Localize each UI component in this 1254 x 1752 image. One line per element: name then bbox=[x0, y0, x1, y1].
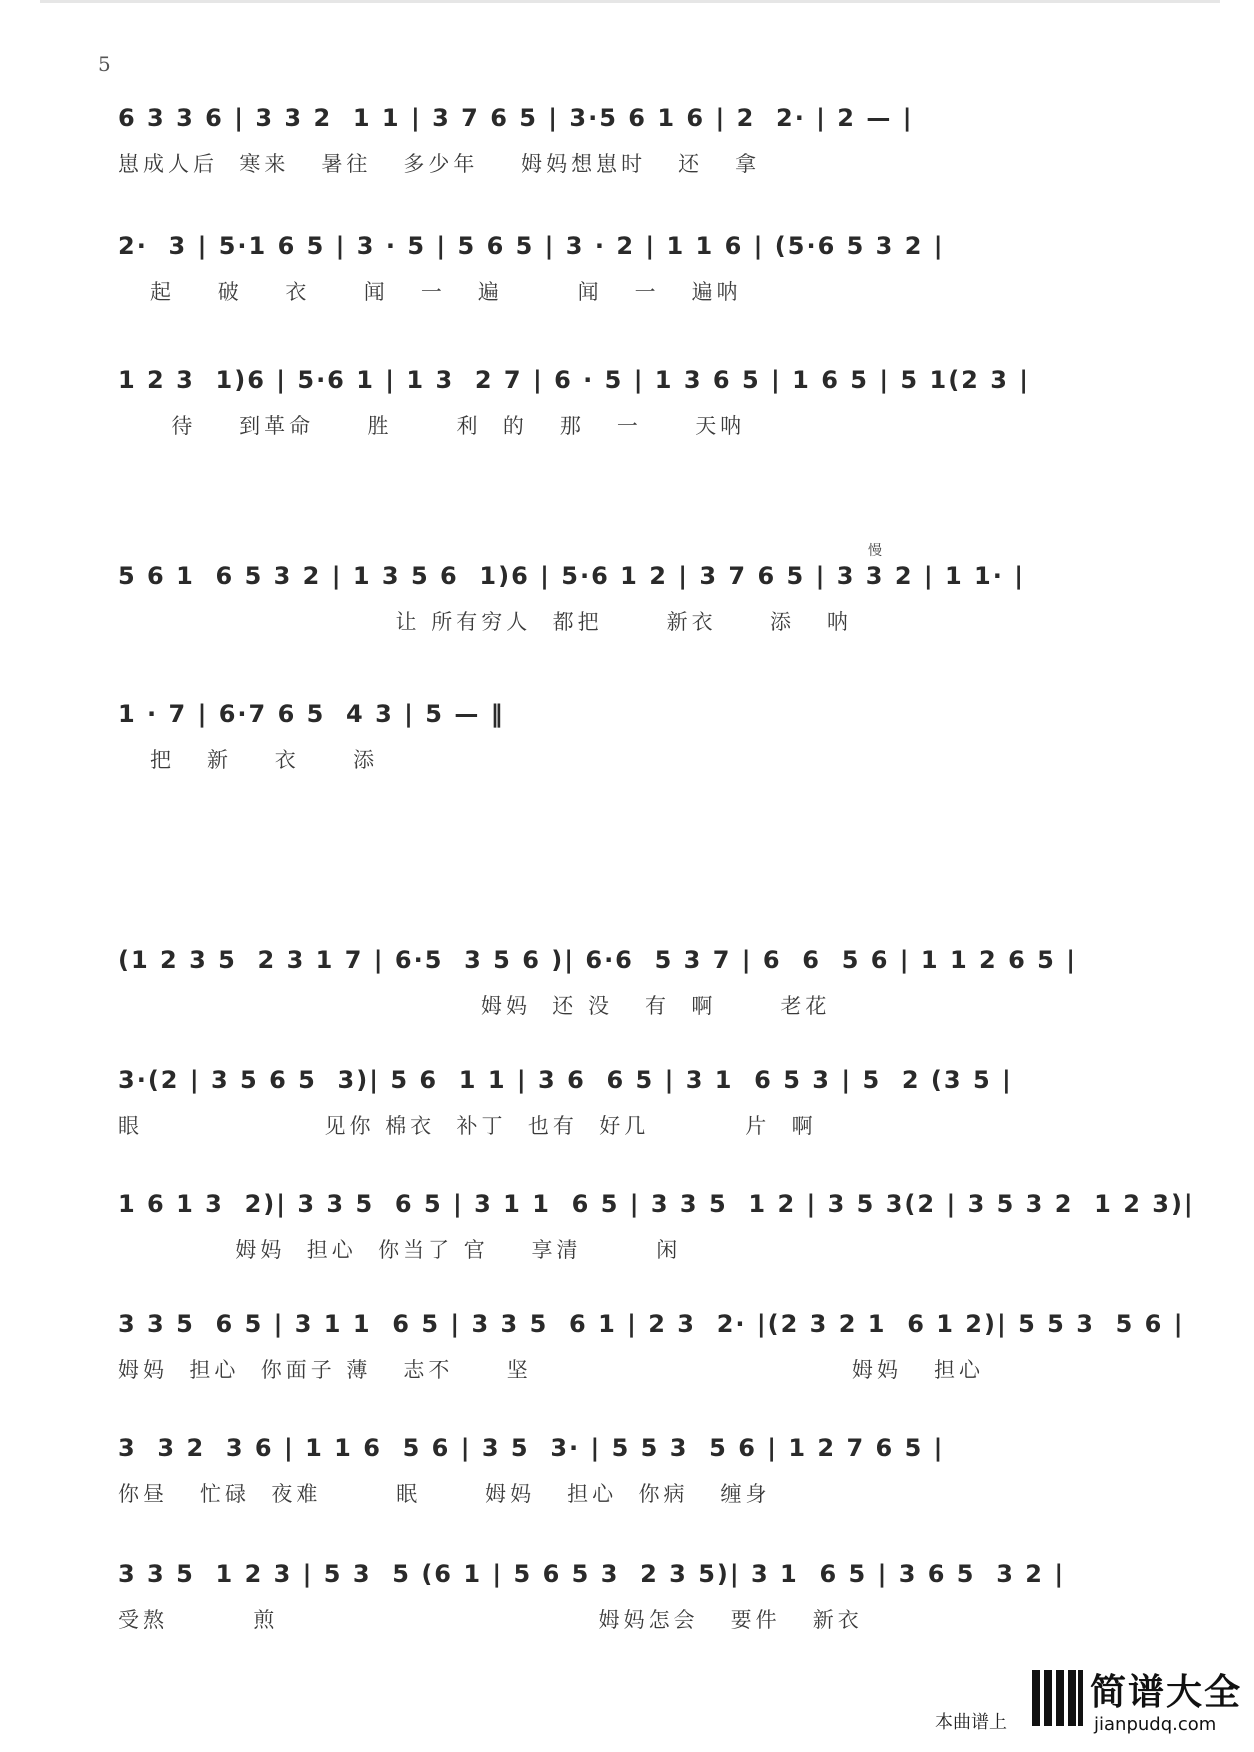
lyrics-line: 把 新 衣 添 bbox=[118, 748, 379, 772]
notation-line: 1 6 1 3 2)| 3 3 5 6 5 | 3 1 1 6 5 | 3 3 5 1 2 | 3 5 3(2 | 3 5 3 2 1 2 3)| bbox=[118, 1190, 1195, 1218]
lyrics-line: 姆妈 还 没 有 啊 老花 bbox=[118, 994, 831, 1018]
notation-line: 6 3 3 6 | 3 3 2 1 1 | 3 7 6 5 | 3·5 6 1 6 | 2 2· | 2 — | bbox=[118, 104, 914, 132]
lyrics-line: 姆妈 担心 你面子 薄 志不 坚 姆妈 担心 bbox=[118, 1358, 985, 1382]
lyrics-line: 崽成人后 寒来 暑往 多少年 姆妈想崽时 还 拿 bbox=[118, 152, 761, 176]
notation-line: 1 · 7 | 6·7 6 5 4 3 | 5 — ‖ bbox=[118, 700, 505, 728]
piano-keys-icon bbox=[1030, 1668, 1084, 1728]
notation-line: 1 2 3 1)6 | 5·6 1 | 1 3 2 7 | 6 · 5 | 1 3 6 5 | 1 6 5 | 5 1(2 3 | bbox=[118, 366, 1031, 394]
site-logo bbox=[1030, 1662, 1250, 1748]
notation-line: (1 2 3 5 2 3 1 7 | 6·5 3 5 6 )| 6·6 5 3 7 | 6 6 5 6 | 1 1 2 6 5 | bbox=[118, 946, 1077, 974]
page-number: 5 bbox=[98, 52, 111, 76]
footer-watermark-text: 本曲谱上 bbox=[935, 1712, 1007, 1733]
notation-line: 3 3 2 3 6 | 1 1 6 5 6 | 3 5 3· | 5 5 3 5 6 | 1 2 7 6 5 | bbox=[118, 1434, 945, 1462]
notation-line: 3·(2 | 3 5 6 5 3)| 5 6 1 1 | 3 6 6 5 | 3 1 6 5 3 | 5 2 (3 5 | bbox=[118, 1066, 1013, 1094]
notation-line: 2· 3 | 5·1 6 5 | 3 · 5 | 5 6 5 | 3 · 2 | 1 1 6 | (5·6 5 3 2 | bbox=[118, 232, 945, 260]
logo-title: 简谱大全 bbox=[1090, 1672, 1243, 1713]
notation-line: 3 3 5 1 2 3 | 5 3 5 (6 1 | 5 6 5 3 2 3 5)| 3 1 6 5 | 3 6 5 3 2 | bbox=[118, 1560, 1066, 1588]
tempo-marking-slow: 慢 bbox=[868, 543, 882, 559]
lyrics-line: 待 到革命 胜 利 的 那 一 天呐 bbox=[118, 414, 746, 438]
lyrics-line: 眼 见你 棉衣 补丁 也有 好几 片 啊 bbox=[118, 1114, 817, 1138]
notation-line: 5 6 1 6 5 3 2 | 1 3 5 6 1)6 | 5·6 1 2 | 3 7 6 5 | 3 3 2 | 1 1· | bbox=[118, 562, 1025, 590]
lyrics-line: 起 破 衣 闻 一 遍 闻 一 遍呐 bbox=[118, 280, 742, 304]
lyrics-line: 你昼 忙碌 夜难 眠 姆妈 担心 你病 缠身 bbox=[118, 1482, 771, 1506]
lyrics-line: 受熬 煎 姆妈怎会 要件 新衣 bbox=[118, 1608, 863, 1632]
notation-line: 3 3 5 6 5 | 3 1 1 6 5 | 3 3 5 6 1 | 2 3 2· |(2 3 2 1 6 1 2)| 5 5 3 5 6 | bbox=[118, 1310, 1185, 1338]
lyrics-line: 让 所有穷人 都把 新衣 添 呐 bbox=[118, 610, 853, 634]
logo-url: jianpudq.com bbox=[1094, 1714, 1217, 1735]
top-edge-line bbox=[40, 0, 1220, 3]
lyrics-line: 姆妈 担心 你当了 官 享清 闲 bbox=[118, 1238, 682, 1262]
